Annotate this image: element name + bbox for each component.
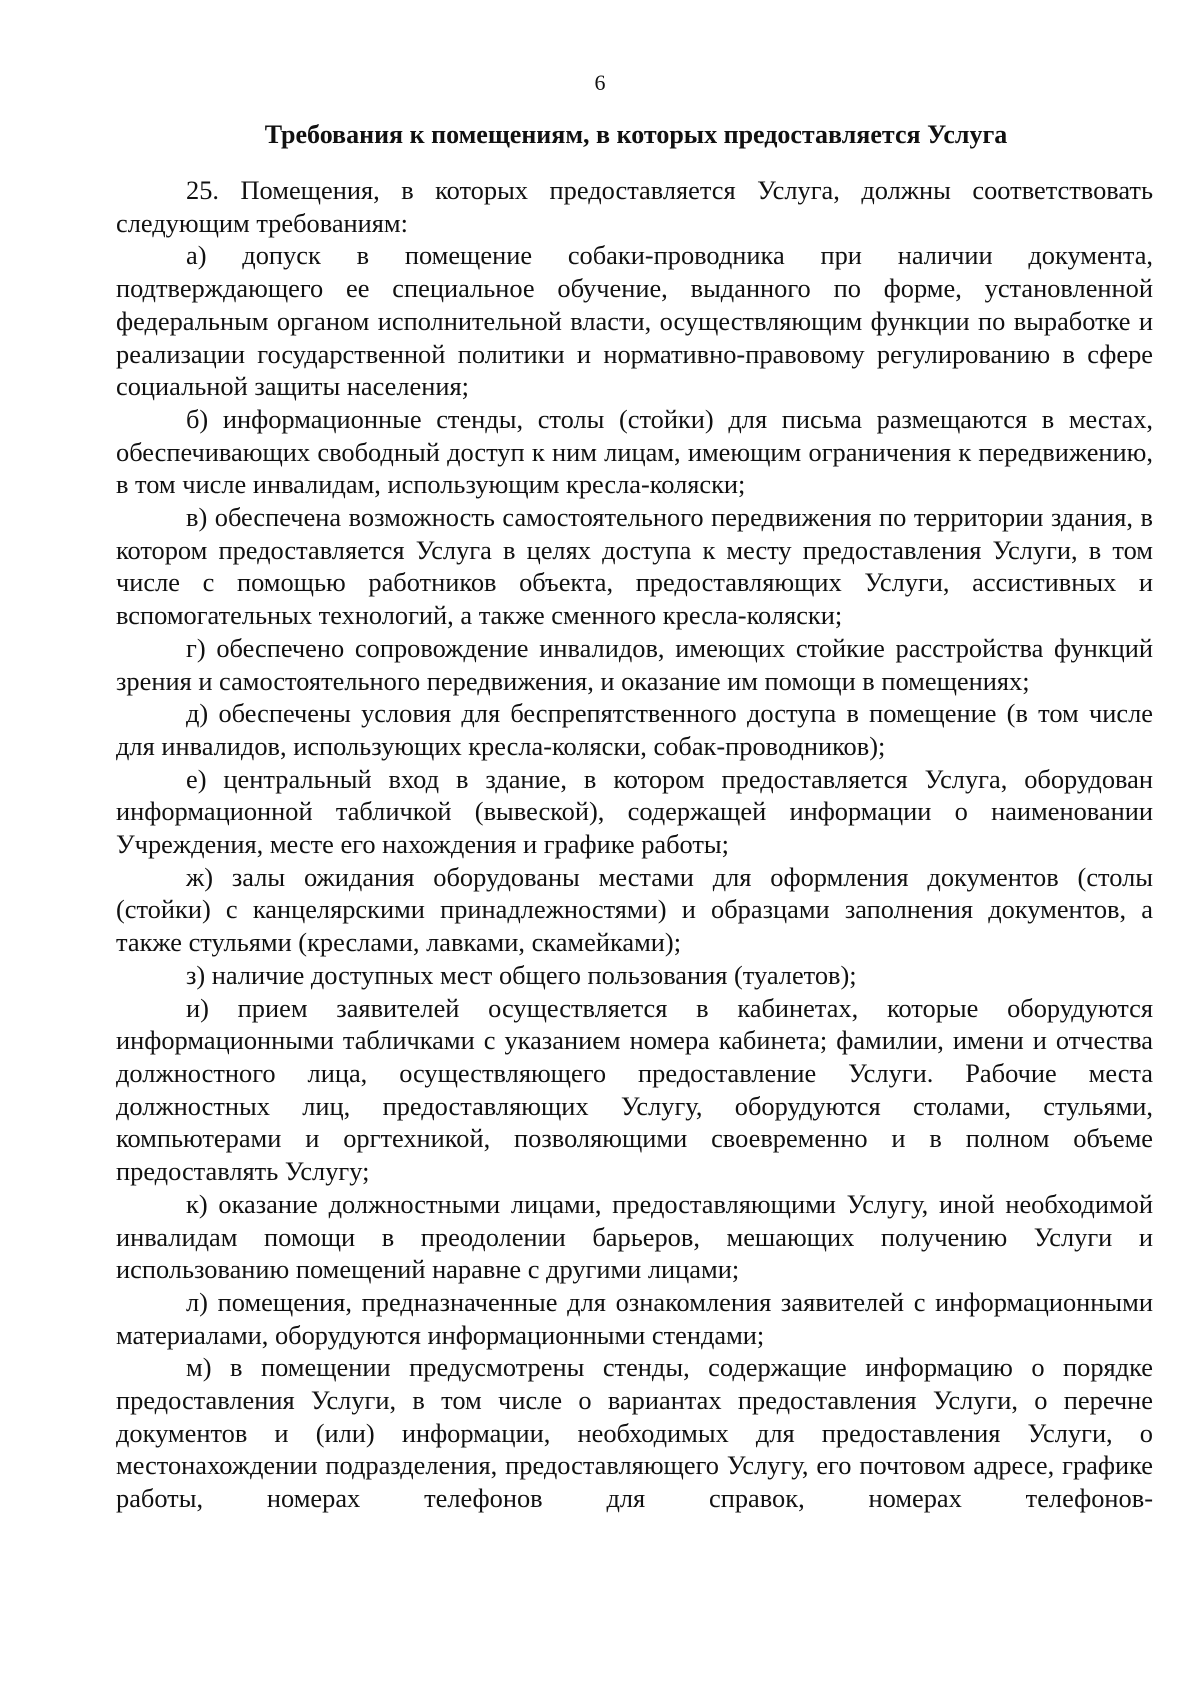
list-item-k: к) оказание должностными лицами, предоставляющими Услугу, иной необходимой инвалидам помощи в преодолении барьеров, мешающих получению Услуги и использованию помещений наравне с другими лицами;: [116, 1188, 1153, 1285]
document-body: [116, 174, 1153, 1515]
list-item-e: е) центральный вход в здание, в котором предоставляется Услуга, оборудован информационной табличкой (вывеской), содержащей информации о наименовании Учреждения, месте его нахождения и графике работы;: [116, 763, 1153, 860]
section-title: Требования к помещениям, в которых предоставляется Услуга: [264, 120, 1008, 149]
list-item-l: л) помещения, предназначенные для ознакомления заявителей с информационными материалами, оборудуются информационными стендами;: [116, 1286, 1153, 1350]
list-item-zh: ж) залы ожидания оборудованы местами для оформления документов (столы (стойки) с канцелярскими принадлежностями) и образцами заполнения документов, а также стульями (креслами, лавками, скамейками);: [116, 861, 1153, 958]
list-item-g: г) обеспечено сопровождение инвалидов, имеющих стойкие расстройства функций зрения и самостоятельного передвижения, и оказание им помощи в помещениях;: [116, 632, 1153, 696]
page-number: 6: [594, 70, 606, 95]
list-item-m: м) в помещении предусмотрены стенды, содержащие информацию о порядке предоставления Услуги, в том числе о вариантах предоставления Услуги, о перечне документов и (или) информации, необходимых для предоставления Услуги, о местонахождении подразделения, предоставляющего Услугу, его почтовом адресе, графике работы, номерах телефонов для справок, номерах телефонов-: [116, 1352, 1153, 1514]
list-item-d: д) обеспечены условия для беспрепятственного доступа в помещение (в том числе для инвалидов, использующих кресла-коляски, собак-проводников);: [116, 698, 1153, 761]
list-item-v: в) обеспечена возможность самостоятельного передвижения по территории здания, в котором предоставляется Услуга в целях доступа к месту предоставления Услуги, в том числе с помощью работников объекта, предоставляющих Услуги, ассистивных и вспомогательных технологий, а также сменного кресла-коляски;: [116, 502, 1153, 631]
list-item-a: а) допуск в помещение собаки-проводника при наличии документа, подтверждающего ее специальное обучение, выданного по форме, установленной федеральным органом исполнительной власти, осуществляющим функции по выработке и реализации государственной политики и нормативно-правовому регулированию в сфере социальной защиты населения;: [116, 240, 1153, 402]
list-item-z: з) наличие доступных мест общего пользования (туалетов);: [186, 959, 857, 990]
list-item-b: б) информационные стенды, столы (стойки) для письма размещаются в местах, обеспечивающих свободный доступ к ним лицам, имеющим ограничения к передвижению, в том числе инвалидам, использующим кресла-коляски;: [116, 403, 1153, 500]
paragraph-25: 25. Помещения, в которых предоставляется Услуга, должны соответствовать следующим требованиям:: [116, 175, 1153, 238]
list-item-i: и) прием заявителей осуществляется в кабинетах, которые оборудуются информационными табличками с указанием номера кабинета; фамилии, имени и отчества должностного лица, осуществляющего предоставление Услуги. Рабочие места должностных лиц, предоставляющих Услугу, оборудуются столами, стульями, компьютерами и оргтехникой, позволяющими своевременно и в полном объеме предоставлять Услугу;: [116, 992, 1153, 1187]
